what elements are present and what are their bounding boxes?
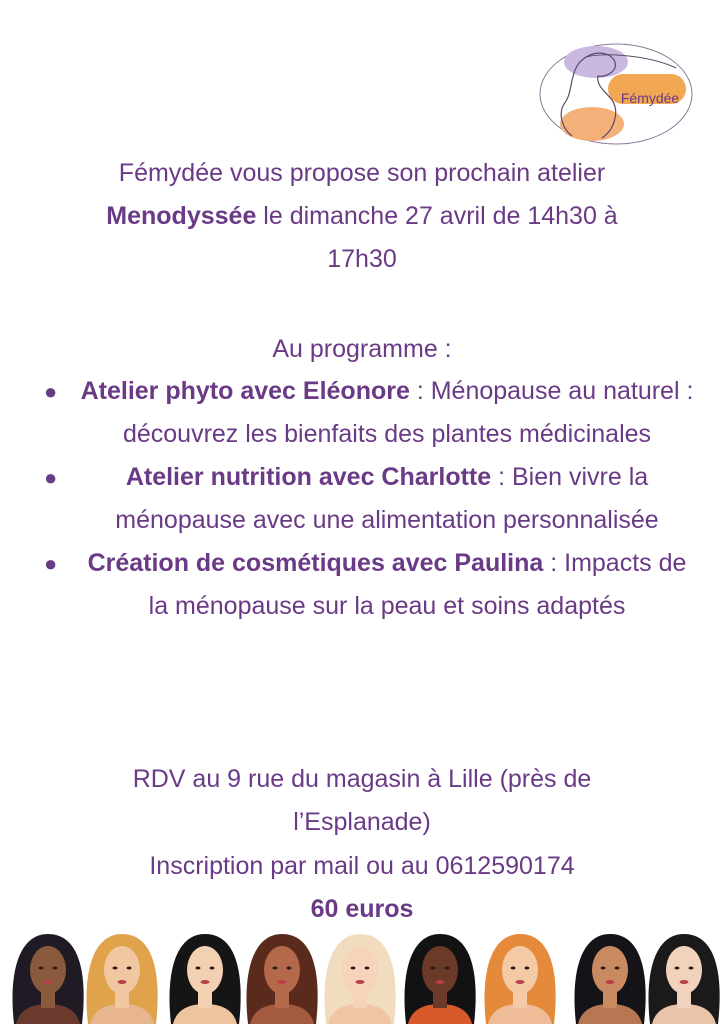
- meeting-address: [0, 758, 724, 844]
- registration-info: Inscription par mail ou au 0612590174: [149, 852, 575, 880]
- logo-text: Fémydée: [620, 90, 680, 106]
- item-description: : Ménopause au naturel : découvrez les bienfaits des plantes médicinales: [122, 377, 694, 448]
- woman-figure: [484, 934, 555, 1024]
- bullet-icon: ●: [44, 379, 58, 404]
- item-title: Création de cosmétiques avec Paulina: [87, 549, 544, 577]
- program-title: [0, 328, 724, 371]
- price: 60 euros: [310, 895, 414, 923]
- intro-line-2: [0, 195, 724, 238]
- workshop-name: Menodyssée: [106, 202, 257, 230]
- program-title-text: Au programme :: [272, 335, 452, 363]
- list-item: [0, 370, 724, 456]
- woman-figure: [86, 934, 157, 1024]
- intro: [0, 152, 724, 281]
- woman-figure: [404, 934, 475, 1024]
- address-line-2: l’Esplanade): [293, 808, 431, 836]
- bullet-icon: ●: [44, 465, 58, 490]
- item-title: Atelier phyto avec Eléonore: [80, 377, 410, 405]
- list-item: [0, 542, 724, 628]
- woman-figure: [246, 934, 317, 1024]
- woman-figure: [12, 934, 83, 1024]
- intro-line-1: Fémydée vous propose son prochain atelier: [118, 159, 606, 187]
- item-description: : Impacts de la ménopause sur la peau et soins adaptés: [148, 549, 687, 620]
- list-item: [0, 456, 724, 542]
- woman-figure: [574, 934, 645, 1024]
- woman-figure: [324, 934, 395, 1024]
- woman-figure: [648, 934, 719, 1024]
- bullet-icon: ●: [44, 551, 58, 576]
- program-list: [0, 370, 724, 628]
- intro-line-3: 17h30: [327, 245, 397, 273]
- intro-date: le dimanche 27 avril de 14h30 à: [256, 202, 618, 230]
- item-description: : Bien vivre la ménopause avec une alimentation personnalisée: [115, 463, 659, 534]
- women-faces-icon: [0, 930, 724, 1024]
- women-illustration: [0, 930, 724, 1024]
- woman-figure: [169, 934, 240, 1024]
- address-line-1: RDV au 9 rue du magasin à Lille (près de: [132, 765, 592, 793]
- item-title: Atelier nutrition avec Charlotte: [125, 463, 492, 491]
